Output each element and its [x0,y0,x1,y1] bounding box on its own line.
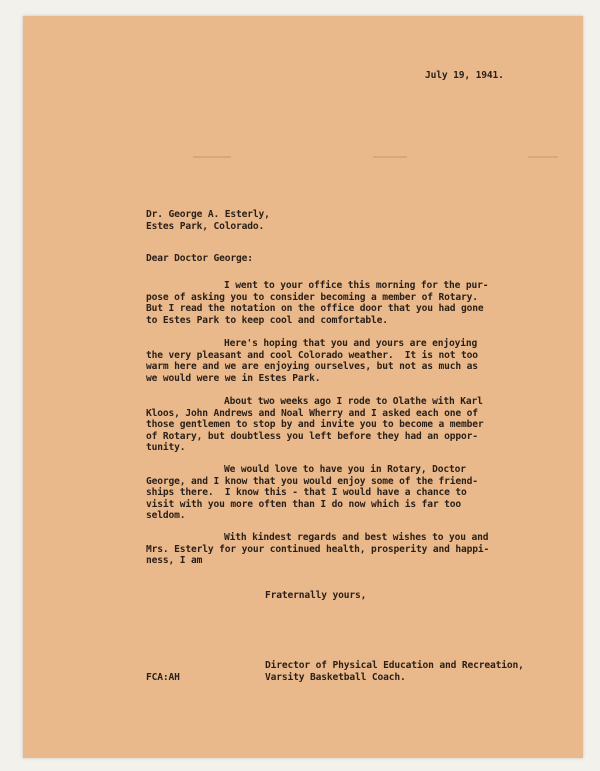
paragraph-line: We would love to have you in Rotary, Doctor [224,464,466,475]
paragraph-line: the very pleasant and cool Colorado weather. It is not too [146,349,478,361]
paragraph [146,338,478,384]
letter-page [23,16,583,758]
paragraph-line: With kindest regards and best wishes to you and [224,532,489,543]
addressee-name: Dr. George A. Esterly, [146,209,270,220]
paragraph [146,532,489,567]
signature-block [265,660,524,683]
paragraph-line: Mrs. Esterly for your continued health, prosperity and happi- [146,543,490,555]
paragraph-line: warm here and we are enjoying ourselves, but not as much as [146,361,478,373]
paragraph [146,280,488,326]
paragraph-line: visit with you more often than I do now which is far too [146,498,462,510]
salutation: Dear Doctor George: [146,253,253,264]
signature-title: Director of Physical Education and Recreation, [265,660,524,671]
addressee-block [146,209,270,232]
paragraph-line: Here's hoping that you and yours are enjoying [224,338,478,349]
paragraph-line: But I read the notation on the office door that you had gone [146,303,484,315]
closing: Fraternally yours, [265,590,367,601]
paragraph-line: seldom. [146,510,186,522]
paragraph-line: ness, I am [146,555,203,567]
faint-mark [193,156,231,158]
paragraph-line: About two weeks ago I rode to Olathe with Karl [224,396,483,407]
paragraph-line: we would were we in Estes Park. [146,372,321,384]
paragraph-line: of Rotary, but doubtless you left before they had an oppor- [146,430,478,442]
paragraph-line: tunity. [146,442,186,454]
paragraph-line: pose of asking you to consider becoming a member of Rotary. [146,291,478,303]
paragraph-line: I went to your office this morning for the pur- [224,280,489,291]
paragraph [146,464,478,522]
signature-title: Varsity Basketball Coach. [265,671,406,683]
paragraph-line: to Estes Park to keep cool and comfortable. [146,314,388,326]
faint-mark [528,156,558,158]
paragraph-line: George, and I know that you would enjoy some of the friend- [146,475,478,487]
addressee-location: Estes Park, Colorado. [146,220,265,232]
letter-date: July 19, 1941. [425,70,504,81]
paragraph-line: those gentlemen to stop by and invite you to become a member [146,419,484,431]
paragraph-line: Kloos, John Andrews and Noal Wherry and I asked each one of [146,407,478,419]
reference-initials: FCA:AH [146,672,180,683]
faint-mark [373,156,407,158]
paragraph [146,396,484,454]
paragraph-line: ships there. I know this - that I would have a chance to [146,487,467,499]
